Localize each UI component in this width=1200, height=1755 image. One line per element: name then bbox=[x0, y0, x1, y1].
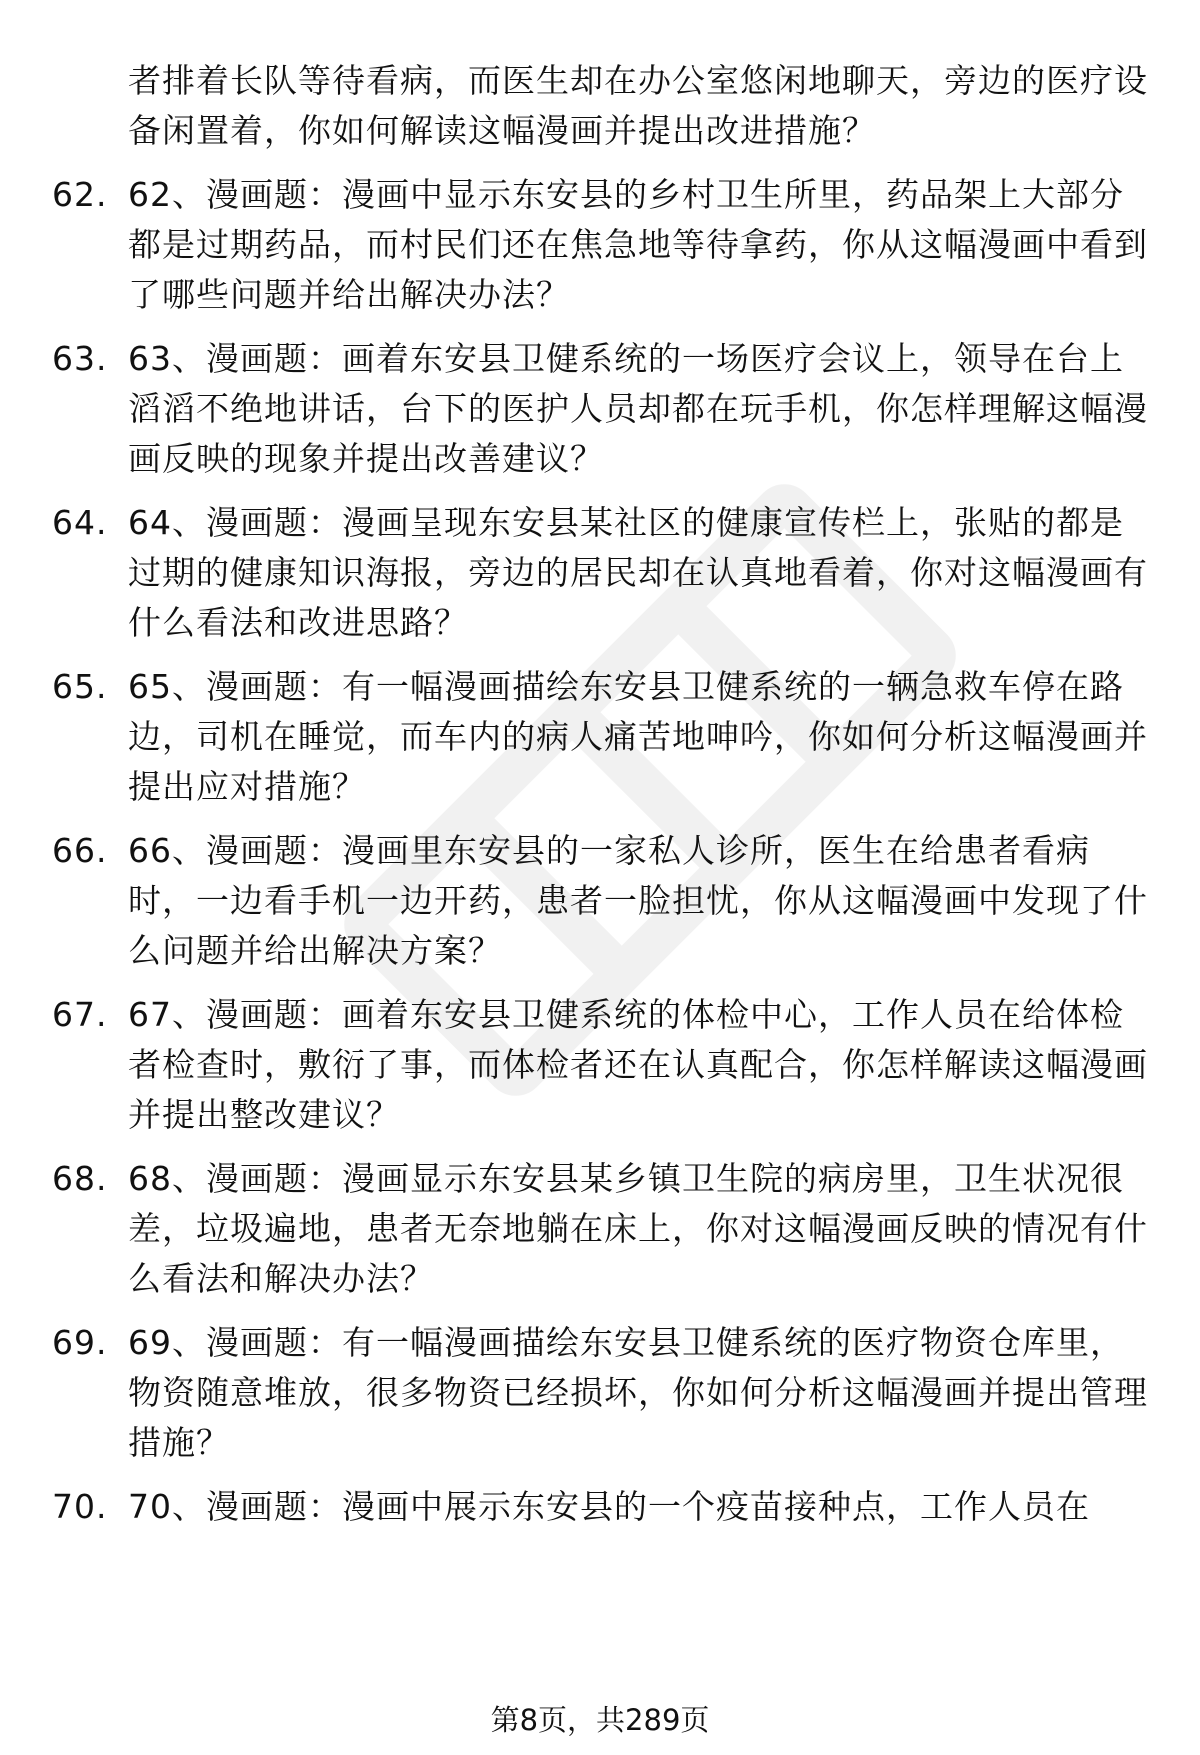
question-text: 68、漫画题：漫画显示东安县某乡镇卫生院的病房里，卫生状况很差，垃圾遍地，患者无奈地躺在床上，你对这幅漫画反映的情况有什么看法和解决办法？ bbox=[128, 1159, 1148, 1298]
question-text: 62、漫画题：漫画中显示东安县的乡村卫生所里，药品架上大部分都是过期药品，而村民们还在焦急地等待拿药，你从这幅漫画中看到了哪些问题并给出解决办法？ bbox=[128, 175, 1148, 314]
question-number: 64. bbox=[52, 503, 108, 542]
question-number: 66. bbox=[52, 831, 108, 870]
question-number: 62. bbox=[52, 175, 108, 214]
question-item bbox=[52, 1318, 1148, 1468]
question-text: 69、漫画题：有一幅漫画描绘东安县卫健系统的医疗物资仓库里，物资随意堆放，很多物资已经损坏，你如何分析这幅漫画并提出管理措施？ bbox=[128, 1323, 1148, 1462]
question-item bbox=[52, 498, 1148, 648]
question-item bbox=[52, 990, 1148, 1140]
question-number: 69. bbox=[52, 1323, 108, 1362]
question-item bbox=[52, 826, 1148, 976]
question-number: 68. bbox=[52, 1159, 108, 1198]
question-number: 70. bbox=[52, 1487, 108, 1526]
question-text: 64、漫画题：漫画呈现东安县某社区的健康宣传栏上，张贴的都是过期的健康知识海报，旁边的居民却在认真地看着，你对这幅漫画有什么看法和改进思路？ bbox=[128, 503, 1148, 642]
page-footer: 第8页，共289页 bbox=[490, 1703, 710, 1737]
question-text: 70、漫画题：漫画中展示东安县的一个疫苗接种点，工作人员在 bbox=[128, 1487, 1090, 1526]
question-item bbox=[52, 170, 1148, 320]
question-item bbox=[52, 334, 1148, 484]
question-text: 65、漫画题：有一幅漫画描绘东安县卫健系统的一辆急救车停在路边，司机在睡觉，而车内的病人痛苦地呻吟，你如何分析这幅漫画并提出应对措施？ bbox=[128, 667, 1148, 806]
question-text: 63、漫画题：画着东安县卫健系统的一场医疗会议上，领导在台上滔滔不绝地讲话，台下的医护人员却都在玩手机，你怎样理解这幅漫画反映的现象并提出改善建议？ bbox=[128, 339, 1148, 478]
question-text: 67、漫画题：画着东安县卫健系统的体检中心，工作人员在给体检者检查时，敷衍了事，而体检者还在认真配合，你怎样解读这幅漫画并提出整改建议？ bbox=[128, 995, 1148, 1134]
question-number: 65. bbox=[52, 667, 108, 706]
question-item bbox=[52, 1154, 1148, 1304]
question-item bbox=[52, 662, 1148, 812]
question-number: 63. bbox=[52, 339, 108, 378]
question-text: 66、漫画题：漫画里东安县的一家私人诊所，医生在给患者看病时，一边看手机一边开药，患者一脸担忧，你从这幅漫画中发现了什么问题并给出解决方案？ bbox=[128, 831, 1148, 970]
continuation-paragraph: 者排着长队等待看病，而医生却在办公室悠闲地聊天，旁边的医疗设备闲置着，你如何解读这幅漫画并提出改进措施？ bbox=[128, 61, 1148, 150]
question-item bbox=[52, 1482, 1148, 1532]
question-number: 67. bbox=[52, 995, 108, 1034]
